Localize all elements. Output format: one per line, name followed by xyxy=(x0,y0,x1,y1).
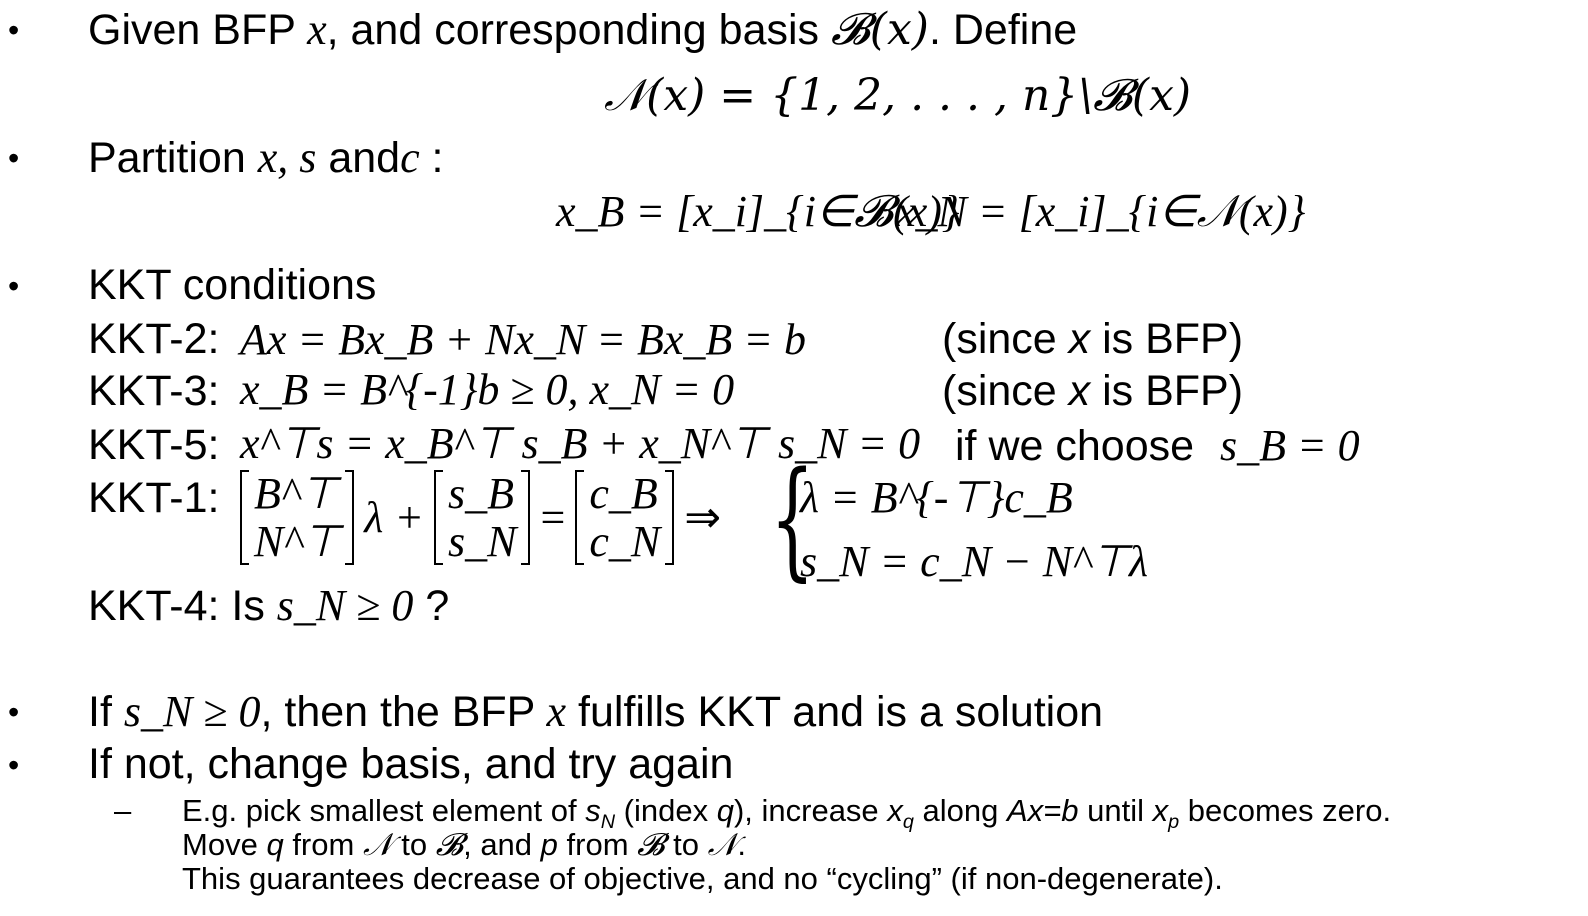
kkt1-label: KKT-1: xyxy=(88,474,220,522)
text: : xyxy=(431,134,444,182)
math-x: x xyxy=(307,5,327,54)
equation-partition-b: x_B = [x_i]_{i∈𝓑(x)} xyxy=(556,187,960,236)
kkt1-result-sn: s_N = c_N − N^⊤λ xyxy=(800,537,1149,586)
math-x: x xyxy=(546,687,567,736)
math-basis: 𝓑(x) xyxy=(831,4,929,55)
matrix-cell: B^⊤ xyxy=(254,469,338,518)
matrix-c xyxy=(575,470,674,565)
kkt3-label: KKT-3: xyxy=(88,367,220,415)
matrix-cell: c_N xyxy=(589,516,661,566)
bullet: • xyxy=(8,140,20,176)
kkt2-note: (since x is BFP) xyxy=(942,315,1244,363)
bullet: • xyxy=(8,268,20,304)
matrix-cell: s_B xyxy=(448,469,514,518)
bullet: • xyxy=(8,12,20,48)
text: , and corresponding basis xyxy=(326,6,820,54)
bullet: • xyxy=(8,694,20,730)
left-brace-icon: { xyxy=(770,445,815,594)
kkt5-note: if we choose s_B = 0 xyxy=(955,421,1360,470)
line-if-not: If not, change basis, and try again xyxy=(88,740,734,788)
kkt-heading: KKT conditions xyxy=(88,261,377,309)
matrix-cell: s_N xyxy=(448,516,517,566)
text: . Define xyxy=(928,6,1078,54)
kkt5-label: KKT-5: xyxy=(88,421,220,469)
kkt1-equation xyxy=(240,470,721,565)
sub-line-2: Move q from 𝒩 to 𝓑, and p from 𝓑 to 𝒩. xyxy=(182,827,746,863)
kkt5-equation: x^⊤s = x_B^⊤ s_B + x_N^⊤ s_N = 0 xyxy=(240,419,921,468)
matrix-s xyxy=(434,470,530,565)
kkt2-equation: Ax = Bx_B + Nx_N = Bx_B = b xyxy=(240,315,806,364)
kkt4-line: KKT-4: Is s_N ≥ 0 ? xyxy=(88,581,450,630)
matrix-cell: N^⊤ xyxy=(254,516,341,566)
equation-partition-n: x_N = [x_i]_{i∈𝒩(x)} xyxy=(896,187,1306,236)
text: Given BFP xyxy=(88,6,296,54)
math-c: c xyxy=(400,133,420,182)
kkt2-label: KKT-2: xyxy=(88,315,220,363)
equals-sign: = xyxy=(540,492,566,542)
lambda-plus: λ + xyxy=(364,492,424,542)
math-vars: x, s xyxy=(257,133,317,182)
sub-line-1: E.g. pick smallest element of $s_N$ (index q), increase $x_q$ along Ax=b until $x_p$ becomes zero. xyxy=(182,793,1392,833)
line-if-solution: If s_N ≥ 0, then the BFP x fulfills KKT and is a solution xyxy=(88,687,1104,736)
matrix-bn-transpose xyxy=(240,470,354,565)
equation-nonbasis-set: 𝒩(x) = {1, 2, . . . , n}\𝓑(x) xyxy=(604,70,1192,121)
kkt3-equation: x_B = B^{-1}b ≥ 0, x_N = 0 xyxy=(240,365,735,414)
text: and xyxy=(328,134,401,182)
implies-arrow: ⇒ xyxy=(684,492,722,542)
line-given-bfp xyxy=(88,4,1078,55)
matrix-cell: c_B xyxy=(589,469,658,518)
sub-bullet-dash: – xyxy=(114,793,132,828)
kkt4-equation: s_N ≥ 0 xyxy=(276,581,414,630)
kkt1-result-lambda: λ = B^{-⊤}c_B xyxy=(800,473,1073,522)
sub-line-3: This guarantees decrease of objective, and no “cycling” (if non-degenerate). xyxy=(182,861,1223,896)
kkt3-note: (since x is BFP) xyxy=(942,367,1244,415)
math-sn-geq: s_N ≥ 0 xyxy=(123,687,261,736)
bullet: • xyxy=(8,747,20,783)
text: Partition xyxy=(88,134,246,182)
line-partition xyxy=(88,133,444,182)
